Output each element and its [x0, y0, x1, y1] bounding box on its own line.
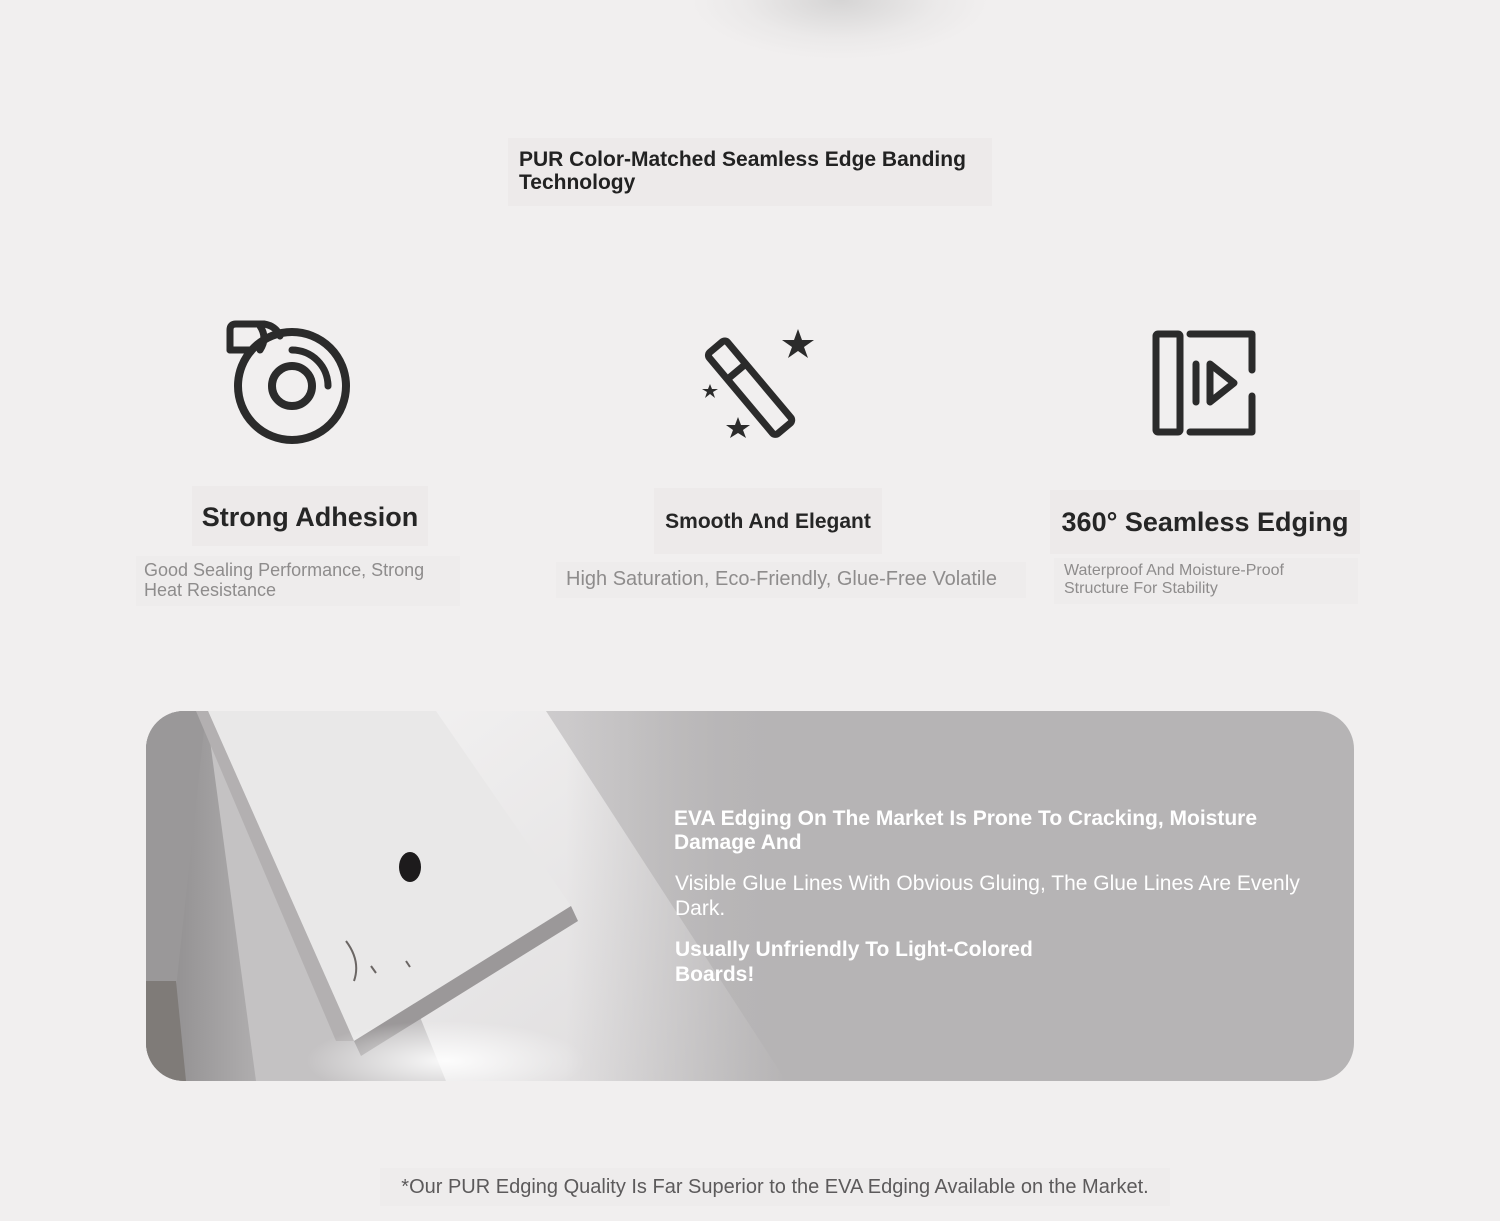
- magic-wand-icon: [700, 326, 818, 442]
- banner-body: Visible Glue Lines With Obvious Gluing, The Glue Lines Are Evenly Dark.: [675, 872, 1300, 920]
- banner-emphasis: Usually Unfriendly To Light-Colored Boards!: [675, 938, 1033, 986]
- eva-comparison-banner: [146, 711, 1354, 1081]
- feature-title: 360° Seamless Edging: [1050, 490, 1360, 554]
- tape-roll-icon: [222, 320, 352, 448]
- feature-title: Strong Adhesion: [192, 486, 428, 546]
- panel-edge-icon: [1150, 328, 1260, 438]
- feature-title: Smooth And Elegant: [654, 488, 882, 554]
- page-title: PUR Color-Matched Seamless Edge Banding Technology: [508, 138, 992, 206]
- footnote: *Our PUR Edging Quality Is Far Superior to the EVA Edging Available on the Market.: [380, 1168, 1170, 1206]
- feature-description: Good Sealing Performance, Strong Heat Resistance: [136, 556, 460, 606]
- feature-description: High Saturation, Eco-Friendly, Glue-Free Volatile: [556, 562, 1026, 598]
- banner-heading: EVA Edging On The Market Is Prone To Cracking, Moisture Damage And: [674, 807, 1258, 854]
- feature-description: Waterproof And Moisture-Proof Structure For Stability: [1054, 558, 1358, 604]
- top-product-shadow: [690, 0, 990, 60]
